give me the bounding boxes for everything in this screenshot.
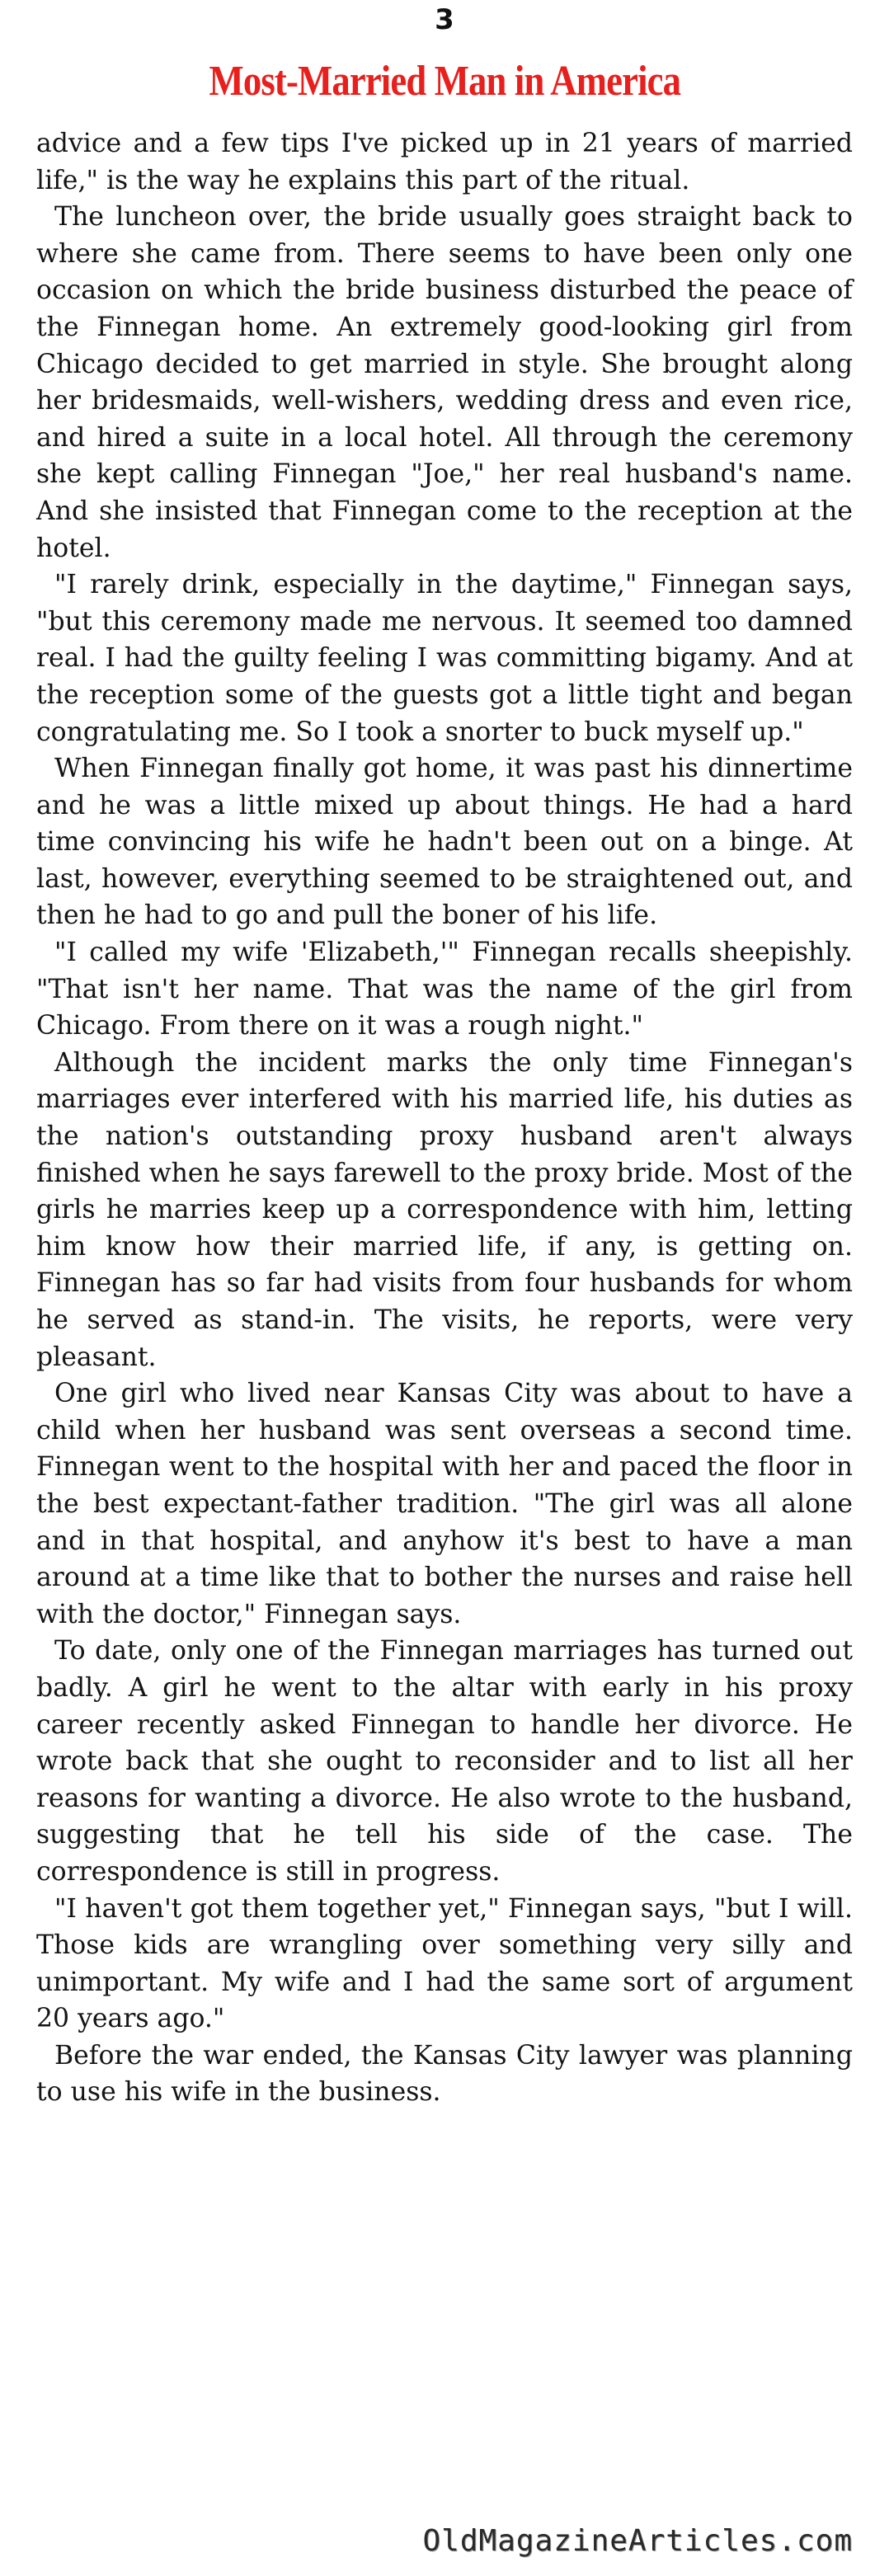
article-paragraph: Although the incident marks the only time Finnegan's marriages ever interfered with his married life, his duties as the nation's outstanding proxy husband aren't always finished when he says farewell to the proxy bride. Most of the girls he marries keep up a correspondence with him, letting him know how their married life, if any, is getting on. Finnegan has so far had visits from four husbands for whom he served as stand-in. The visits, he reports, were very pleasant. <box>36 1047 854 1372</box>
site-watermark: OldMagazineArticles.com <box>422 2524 853 2558</box>
article-paragraph: To date, only one of the Finnegan marriages has turned out badly. A girl he went to the altar with early in his proxy career recently asked Finnegan to handle her divorce. He wrote back that she ought to reconsider and to list all her reasons for wanting a divorce. He also wrote to the husband, suggesting that he tell his side of the case. The correspondence is still in progress. <box>36 1636 853 1887</box>
article-paragraph: When Finnegan finally got home, it was past his dinnertime and he was a little mixed up about things. He had a hard time convincing his wife he hadn't been out on a binge. At last, however, everything seemed to be straightened out, and then he had to go and pull the boner of his life. <box>36 754 853 931</box>
article-paragraph: The luncheon over, the bride usually goes straight back to where she came from. There seems to have been only one occasion on which the bride business disturbed the peace of the Finnegan home. An extremely good-looking girl from Chicago decided to get married in style. She brought along her bridesmaids, well-wishers, wedding dress and even rice, and hired a suite in a local hotel. All through the ceremony she kept calling Finnegan "Joe," her real husband's name. And she insisted that Finnegan come to the reception at the hotel. <box>36 202 853 563</box>
title-banner <box>0 56 889 107</box>
article-title: Most-Married Man in America <box>209 58 680 105</box>
article-paragraph: "I haven't got them together yet," Finnegan says, "but I will. Those kids are wrangling over something very silly and unimportant. My wife and I had the same sort of argument 20 years ago." <box>36 1893 853 2034</box>
page-number: 3 <box>435 3 454 36</box>
article-paragraph: One girl who lived near Kansas City was about to have a child when her husband was sent overseas a second time. Finnegan went to the hospital with her and paced the floor in the best expectant-father tradition. "The girl was all alone and in that hospital, and anyhow it's best to have a man around at a time like that to bother the nurses and raise hell with the doctor," Finnegan says. <box>36 1379 853 1629</box>
article-paragraph: "I called my wife 'Elizabeth,'" Finnegan recalls sheepishly. "That isn't her name. That was the name of the girl from Chicago. From there on it was a rough night." <box>36 938 853 1041</box>
article-paragraph: Before the war ended, the Kansas City lawyer was planning to use his wife in the business. <box>36 2040 853 2108</box>
article-paragraph: "I rarely drink, especially in the daytime," Finnegan says, "but this ceremony made me nervous. It seemed too damned real. I had the guilty feeling I was committing bigamy. And at the reception some of the guests got a little tight and began congratulating me. So I took a snorter to buck myself up." <box>36 570 853 747</box>
article-body <box>36 125 853 2111</box>
article-paragraph: advice and a few tips I've picked up in 21 years of married life," is the way he explains this part of the ritual. <box>36 129 853 195</box>
